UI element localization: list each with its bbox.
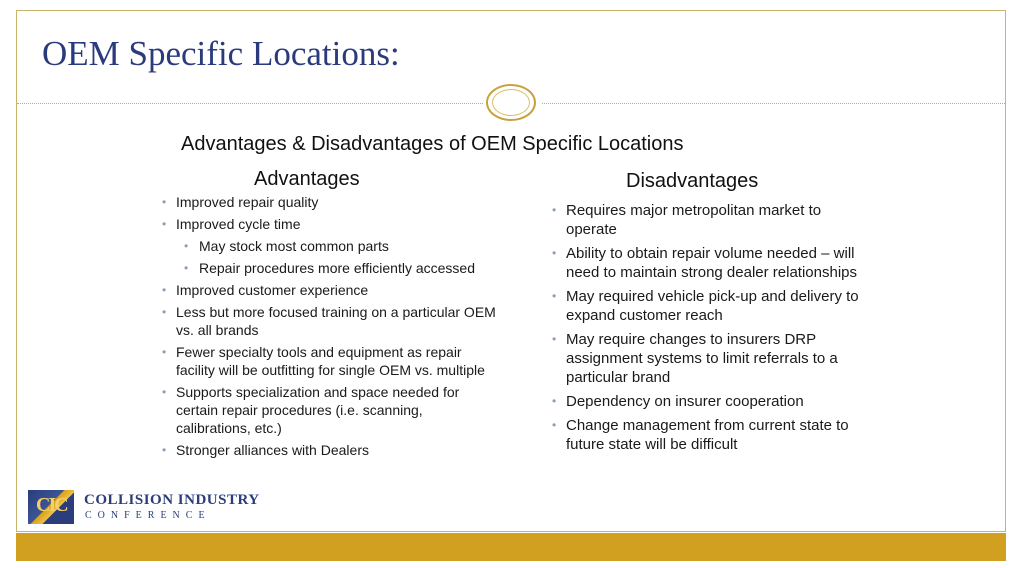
disadvantages-list <box>550 201 860 459</box>
disadvantages-item: • Dependency on insurer cooperation <box>550 392 860 411</box>
advantages-item: • May stock most common parts <box>160 237 500 255</box>
advantages-item: • Supports specialization and space needed for certain repair procedures (i.e. scanning, calibrations, etc.) <box>160 383 500 437</box>
slide-title: OEM Specific Locations: <box>42 34 400 73</box>
footer-band <box>16 533 1006 561</box>
disadvantages-heading: Disadvantages <box>626 170 759 192</box>
disadvantages-item: • May require changes to insurers DRP assignment systems to limit referrals to a particular brand <box>550 330 860 387</box>
divider-right <box>542 103 1005 104</box>
logo-text-line1: COLLISION INDUSTRY <box>84 492 260 508</box>
logo-text-line2: CONFERENCE <box>85 510 211 521</box>
advantages-item: • Improved cycle time <box>160 215 500 233</box>
advantages-list <box>160 193 500 463</box>
advantages-item: • Stronger alliances with Dealers <box>160 441 500 459</box>
advantages-item: • Repair procedures more efficiently accessed <box>160 259 500 277</box>
slide-subtitle: Advantages & Disadvantages of OEM Specific Locations <box>181 133 684 155</box>
advantages-heading: Advantages <box>254 168 360 190</box>
ornament-ring-icon <box>486 84 536 121</box>
disadvantages-item: • Ability to obtain repair volume needed – will need to maintain strong dealer relationships <box>550 244 860 282</box>
advantages-item: • Improved repair quality <box>160 193 500 211</box>
cic-logo-icon: CIC <box>28 490 74 524</box>
advantages-item: • Less but more focused training on a particular OEM vs. all brands <box>160 303 500 339</box>
advantages-item: • Improved customer experience <box>160 281 500 299</box>
advantages-item: • Fewer specialty tools and equipment as repair facility will be outfitting for single OEM vs. multiple <box>160 343 500 379</box>
collision-industry-logo <box>28 490 308 526</box>
disadvantages-item: • May required vehicle pick-up and delivery to expand customer reach <box>550 287 860 325</box>
disadvantages-item: • Change management from current state to future state will be difficult <box>550 416 860 454</box>
divider-left <box>17 103 483 104</box>
disadvantages-item: • Requires major metropolitan market to operate <box>550 201 860 239</box>
